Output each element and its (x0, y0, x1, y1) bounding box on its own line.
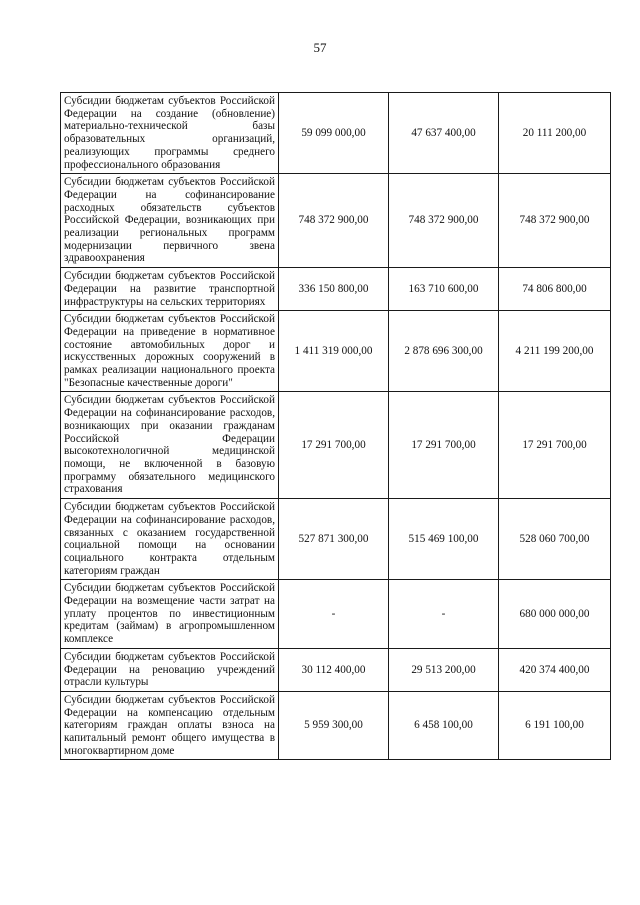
value-year-2: 6 458 100,00 (389, 691, 499, 760)
value-year-2: 163 710 600,00 (389, 268, 499, 311)
subsidy-table (60, 92, 611, 760)
value-year-3: 748 372 900,00 (499, 174, 611, 268)
value-year-1: 527 871 300,00 (279, 499, 389, 580)
page-number: 57 (313, 40, 327, 55)
row-description: Субсидии бюджетам субъектов Российской Федерации на возмещение части затрат на уплату процентов по инвестиционным кредитам (займам) в агропромышленном комплексе (61, 580, 279, 649)
table-row (61, 93, 611, 174)
row-description: Субсидии бюджетам субъектов Российской Федерации на реновацию учреждений отрасли культуры (61, 648, 279, 691)
value-year-2: 748 372 900,00 (389, 174, 499, 268)
row-description: Субсидии бюджетам субъектов Российской Федерации на софинансирование расходов, связанных с оказанием государственной социальной помощи на основании социального контракта отдельным категориям граждан (61, 499, 279, 580)
value-year-1: 30 112 400,00 (279, 648, 389, 691)
value-year-1: 1 411 319 000,00 (279, 311, 389, 392)
value-year-1: 59 099 000,00 (279, 93, 389, 174)
value-year-1: 336 150 800,00 (279, 268, 389, 311)
value-year-1: - (279, 580, 389, 649)
value-year-1: 17 291 700,00 (279, 392, 389, 499)
table-row (61, 691, 611, 760)
value-year-3: 6 191 100,00 (499, 691, 611, 760)
table-row (61, 311, 611, 392)
table-row (61, 580, 611, 649)
table-row (61, 268, 611, 311)
row-description: Субсидии бюджетам субъектов Российской Федерации на софинансирование расходных обязательств субъектов Российской Федерации, возникающих при реализации региональных программ модернизации первичного звена здравоохранения (61, 174, 279, 268)
subsidy-table-body (61, 93, 611, 760)
table-row (61, 392, 611, 499)
value-year-3: 4 211 199 200,00 (499, 311, 611, 392)
value-year-3: 528 060 700,00 (499, 499, 611, 580)
table-row (61, 174, 611, 268)
value-year-2: 17 291 700,00 (389, 392, 499, 499)
row-description: Субсидии бюджетам субъектов Российской Федерации на компенсацию отдельным категориям граждан оплаты взноса на капитальный ремонт общего имущества в многоквартирном доме (61, 691, 279, 760)
value-year-3: 17 291 700,00 (499, 392, 611, 499)
value-year-2: 47 637 400,00 (389, 93, 499, 174)
value-year-2: 2 878 696 300,00 (389, 311, 499, 392)
value-year-2: 29 513 200,00 (389, 648, 499, 691)
value-year-3: 20 111 200,00 (499, 93, 611, 174)
row-description: Субсидии бюджетам субъектов Российской Федерации на развитие транспортной инфраструктуры на сельских территориях (61, 268, 279, 311)
value-year-3: 680 000 000,00 (499, 580, 611, 649)
value-year-2: - (389, 580, 499, 649)
value-year-1: 748 372 900,00 (279, 174, 389, 268)
row-description: Субсидии бюджетам субъектов Российской Федерации на приведение в нормативное состояние автомобильных дорог и искусственных дорожных сооружений в рамках реализации национального проекта "Безопасные качественные дороги" (61, 311, 279, 392)
table-row (61, 499, 611, 580)
row-description: Субсидии бюджетам субъектов Российской Федерации на софинансирование расходов, возникающих при оказании гражданам Российской Федерации высокотехнологичной медицинской помощи, не включенной в базовую программу обязательного медицинского страхования (61, 392, 279, 499)
value-year-3: 74 806 800,00 (499, 268, 611, 311)
value-year-1: 5 959 300,00 (279, 691, 389, 760)
table-row (61, 648, 611, 691)
value-year-2: 515 469 100,00 (389, 499, 499, 580)
value-year-3: 420 374 400,00 (499, 648, 611, 691)
row-description: Субсидии бюджетам субъектов Российской Федерации на создание (обновление) материально-технической базы образовательных организаций, реализующих программы среднего профессионального образования (61, 93, 279, 174)
